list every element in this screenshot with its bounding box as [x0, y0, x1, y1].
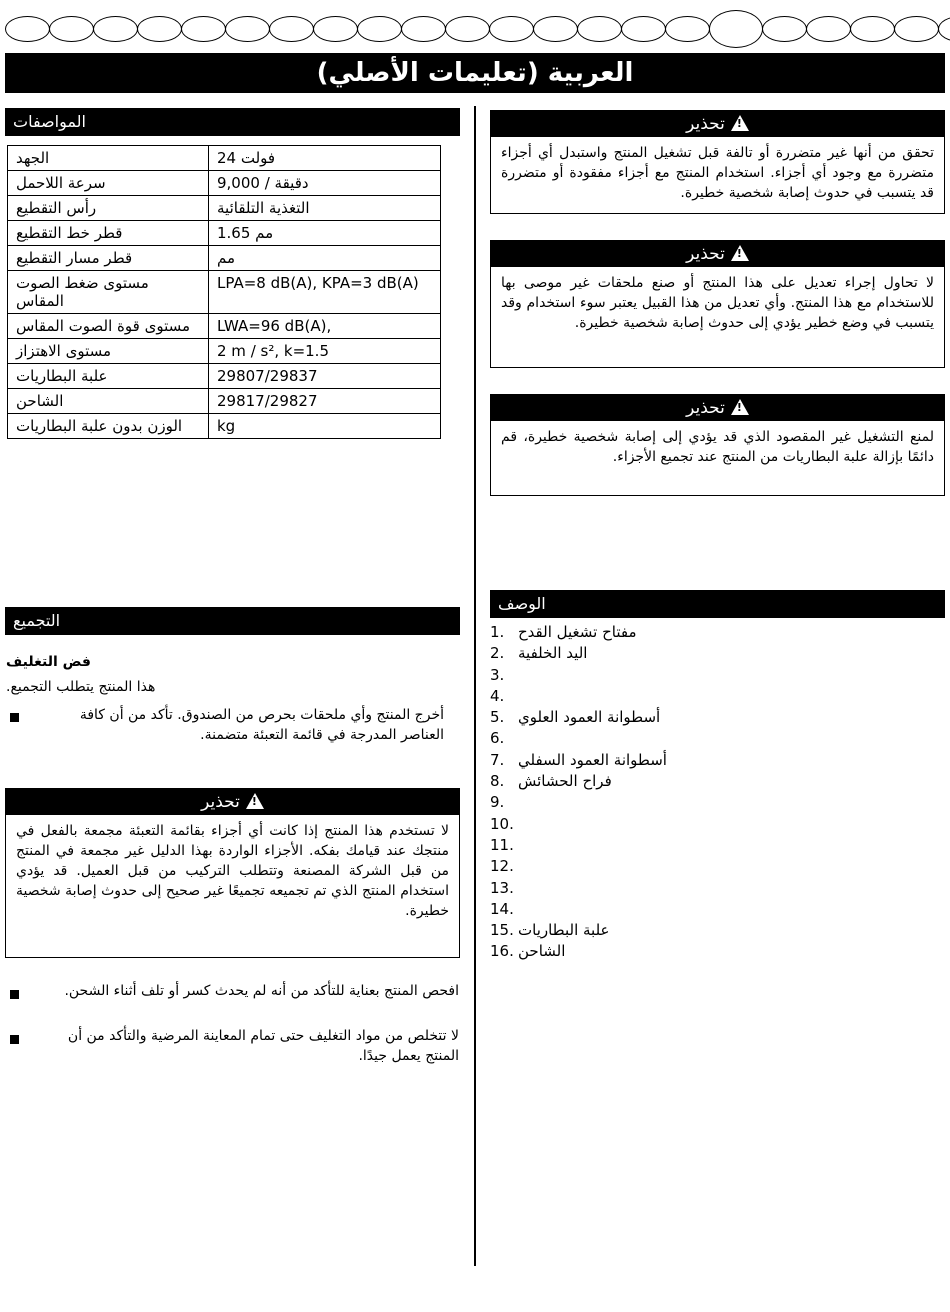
- spec-label: الوزن بدون علبة البطاريات: [8, 414, 209, 439]
- spec-label: قطر مسار التقطيع: [8, 246, 209, 271]
- item-number: 10.: [490, 814, 514, 833]
- warning-triangle-icon: [731, 399, 749, 415]
- page-tab: [489, 16, 534, 42]
- spec-row: [8, 414, 441, 439]
- item-number: 7.: [490, 750, 505, 769]
- warning-label: تحذير: [686, 398, 725, 418]
- warning-header: [491, 111, 944, 137]
- item-number: 14.: [490, 899, 514, 918]
- spec-row: [8, 271, 441, 314]
- bullet-marker: [10, 1035, 19, 1044]
- specs-heading: المواصفات: [5, 108, 460, 136]
- warning-box-3: [490, 394, 945, 496]
- spec-value: 9,000 / دقيقة: [209, 171, 441, 196]
- list-item: [490, 792, 930, 813]
- page-tab: [49, 16, 94, 42]
- spec-row: [8, 221, 441, 246]
- warning-triangle-icon: [731, 245, 749, 261]
- item-label: أسطوانة العمود العلوي: [518, 708, 661, 727]
- page-tab: [894, 16, 939, 42]
- warning-label: تحذير: [686, 114, 725, 134]
- spec-value: 29817/29827: [209, 389, 441, 414]
- page-title: العربية (تعليمات الأصلي): [5, 53, 945, 93]
- item-number: 1.: [490, 623, 505, 641]
- assembly-bullet-2: افحص المنتج بعناية للتأكد من أنه لم يحدث كسر أو تلف أثناء الشحن.: [64, 983, 459, 999]
- page-tab: [850, 16, 895, 42]
- spec-value: LPA=8 dB(A), KPA=3 dB(A): [209, 271, 441, 314]
- spec-label: مستوى ضغط الصوت المقاس: [8, 271, 209, 314]
- page-tab: [137, 16, 182, 42]
- page-tab-active: [709, 10, 763, 48]
- item-label: علبة البطاريات: [518, 921, 610, 940]
- list-item: [490, 622, 930, 643]
- spec-row: [8, 389, 441, 414]
- list-item: [490, 707, 930, 728]
- spec-row: [8, 171, 441, 196]
- assembly-intro: هذا المنتج يتطلب التجميع.: [6, 679, 156, 695]
- page-tab: [5, 16, 50, 42]
- spec-label: سرعة اللاحمل: [8, 171, 209, 196]
- page-tab: [806, 16, 851, 42]
- warning-text: لا تستخدم هذا المنتج إذا كانت أي أجزاء بقائمة التعبئة مجمعة بالفعل في منتجك عند قيامك بفكه. الأجزاء الواردة بهذا الدليل غير مجمعة في المنتج من قبل الشركة المصنعة وتتطلب التركيب من قبل العميل. قد يؤدي استخدام المنتج الذي تم تجميعه تجميعًا غير صحيح إلى حدوث إصابة شخصية خطيرة.: [16, 823, 449, 919]
- warning-label: تحذير: [686, 244, 725, 264]
- list-item: [490, 814, 930, 835]
- spec-label: الشاحن: [8, 389, 209, 414]
- list-item: [490, 643, 930, 664]
- item-number: 2.: [490, 644, 505, 663]
- page-tab: [938, 16, 950, 42]
- list-item: [490, 878, 930, 899]
- item-number: 5.: [490, 708, 505, 727]
- item-number: 9.: [490, 793, 505, 812]
- list-item: [490, 771, 930, 792]
- item-label: فراح الحشائش: [518, 772, 612, 791]
- description-heading: الوصف: [490, 590, 945, 618]
- warning-header: [491, 241, 944, 267]
- page-tab: [621, 16, 666, 42]
- list-item: [490, 920, 930, 941]
- spec-label: قطر خط التقطيع: [8, 221, 209, 246]
- item-label: مفتاح تشغيل القدح: [518, 623, 637, 641]
- item-number: 8.: [490, 772, 505, 791]
- spec-row: [8, 364, 441, 389]
- item-number: 3.: [490, 665, 505, 684]
- item-label: الشاحن: [518, 942, 566, 961]
- warning-triangle-icon: [731, 115, 749, 131]
- spec-value: مم: [209, 246, 441, 271]
- list-item: [490, 728, 930, 749]
- spec-value: LWA=96 dB(A),: [209, 314, 441, 339]
- spec-value: 24 فولت: [209, 146, 441, 171]
- item-number: 12.: [490, 857, 514, 876]
- warning-label: تحذير: [201, 792, 240, 812]
- item-number: 15.: [490, 921, 514, 940]
- bullet-marker: [10, 713, 19, 722]
- page-tab: [533, 16, 578, 42]
- item-number: 6.: [490, 729, 505, 748]
- list-item: [490, 899, 930, 920]
- list-item: [490, 665, 930, 686]
- spec-label: مستوى قوة الصوت المقاس: [8, 314, 209, 339]
- page-tab: [401, 16, 446, 42]
- list-item: [490, 941, 930, 962]
- warning-assembly: [5, 788, 460, 958]
- page-tab: [665, 16, 710, 42]
- assembly-bullet-1: أخرج المنتج وأي ملحقات بحرص من الصندوق. تأكد من أن كافة العناصر المدرجة في قائمة التعبئة متضمنة.: [79, 707, 444, 743]
- warning-text: تحقق من أنها غير متضررة أو تالفة قبل تشغيل المنتج واستبدل أي أجزاء متضررة مع وجود أي أجزاء. استخدام المنتج مع أجزاء مفقودة أو متضررة قد يتسبب في حدوث إصابة شخصية خطيرة.: [501, 145, 934, 201]
- page-tab-strip: [5, 16, 945, 46]
- item-number: 11.: [490, 835, 514, 854]
- warning-text: لا تحاول إجراء تعديل على هذا المنتج أو صنع ملحقات غير موصى بها للاستخدام مع هذا المنتج. وأي تعديل من هذا القبيل يعتبر سوء استخدام وقد يتسبب في وضع خطير يؤدي إلى حدوث إصابة شخصية خطيرة.: [501, 275, 934, 331]
- item-number: 16.: [490, 942, 514, 961]
- list-item: [490, 856, 930, 877]
- warning-text: لمنع التشغيل غير المقصود الذي قد يؤدي إلى إصابة شخصية خطيرة، قم دائمًا بإزالة علبة البطاريات من المنتج عند تجميع الأجزاء.: [501, 429, 934, 465]
- item-label: أسطوانة العمود السفلي: [518, 750, 667, 769]
- spec-row: [8, 146, 441, 171]
- description-list: [490, 622, 930, 963]
- page-tab: [225, 16, 270, 42]
- spec-value: 1.65 مم: [209, 221, 441, 246]
- spec-label: علبة البطاريات: [8, 364, 209, 389]
- warning-triangle-icon: [246, 793, 264, 809]
- page-tab: [93, 16, 138, 42]
- spec-row: [8, 196, 441, 221]
- spec-value: 2 m / s², k=1.5: [209, 339, 441, 364]
- spec-row: [8, 246, 441, 271]
- specs-table: [7, 145, 441, 439]
- page-tab: [313, 16, 358, 42]
- list-item: [490, 835, 930, 856]
- column-divider: [474, 106, 476, 1266]
- unpacking-subtitle: فض التغليف: [6, 654, 91, 670]
- page-tab: [762, 16, 807, 42]
- warning-box-2: [490, 240, 945, 368]
- page-tab: [445, 16, 490, 42]
- page-tab: [269, 16, 314, 42]
- assembly-heading: التجميع: [5, 607, 460, 635]
- spec-value: kg: [209, 414, 441, 439]
- list-item: [490, 750, 930, 771]
- item-label: اليد الخلفية: [518, 644, 588, 663]
- assembly-bullet-3: لا تتخلص من مواد التغليف حتى تمام المعاينة المرضية والتأكد من أن المنتج يعمل جيدًا.: [67, 1028, 459, 1064]
- spec-row: [8, 339, 441, 364]
- warning-header: [491, 395, 944, 421]
- list-item: [490, 686, 930, 707]
- spec-label: الجهد: [8, 146, 209, 171]
- warning-header: [6, 789, 459, 815]
- item-number: 4.: [490, 686, 505, 705]
- spec-label: رأس التقطيع: [8, 196, 209, 221]
- warning-box-1: [490, 110, 945, 214]
- spec-value: التغذية التلقائية: [209, 196, 441, 221]
- spec-value: 29807/29837: [209, 364, 441, 389]
- spec-row: [8, 314, 441, 339]
- page-tab: [357, 16, 402, 42]
- bullet-marker: [10, 990, 19, 999]
- spec-label: مستوى الاهتزاز: [8, 339, 209, 364]
- page-tab: [577, 16, 622, 42]
- page-tab: [181, 16, 226, 42]
- item-number: 13.: [490, 878, 514, 897]
